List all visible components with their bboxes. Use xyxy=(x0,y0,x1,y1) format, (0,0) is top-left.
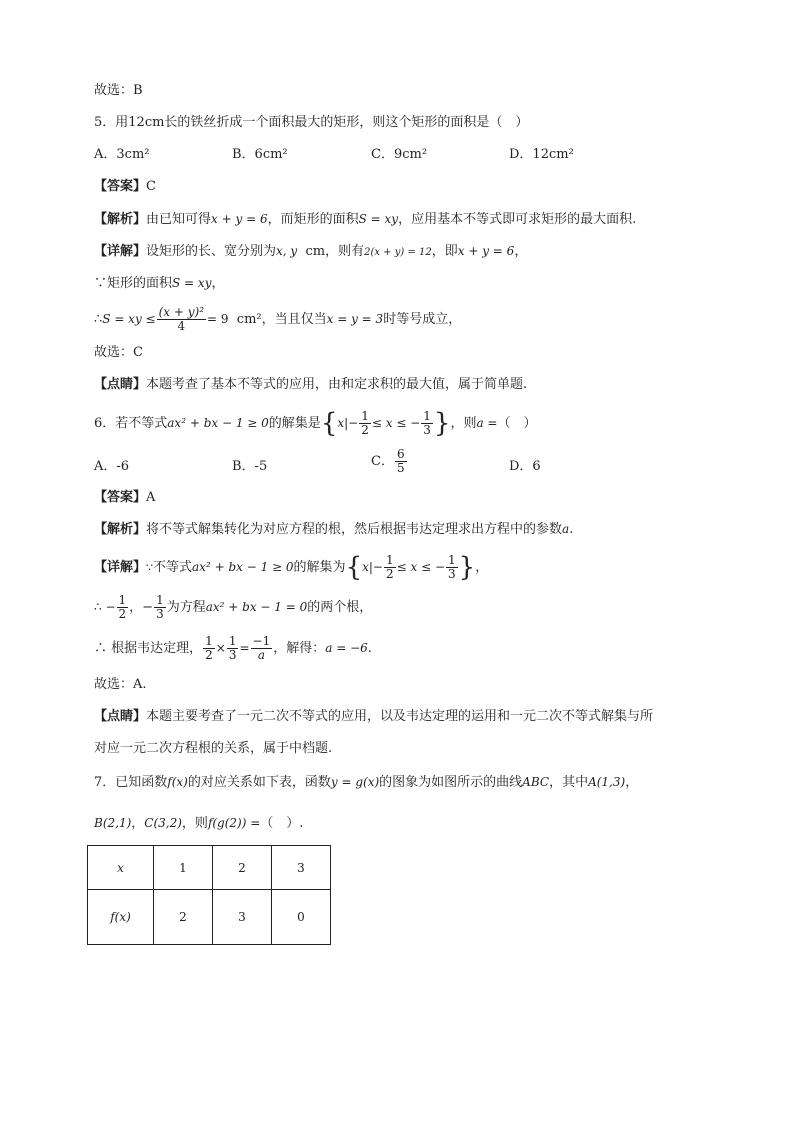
table-cell: 2 xyxy=(154,890,213,945)
fraction-num: 1 xyxy=(423,409,431,423)
q5-comment xyxy=(94,375,527,395)
brace-right-icon: } xyxy=(458,552,476,583)
q7-question-line1 xyxy=(94,772,638,793)
fraction xyxy=(251,635,273,662)
option-label: C． xyxy=(371,454,394,469)
question-text: （ ）. xyxy=(260,816,304,831)
math-expr: = 9 xyxy=(207,312,229,326)
comment-tag: 【点睛】 xyxy=(94,709,147,724)
math-expr: x|− xyxy=(362,560,383,574)
question-text: ，则 xyxy=(181,816,208,831)
math-expr: ≤ x ≤ − xyxy=(396,560,445,574)
q5-detail xyxy=(94,241,527,263)
fraction-den: 4 xyxy=(177,319,186,333)
question-text: 的对应关系如下表，函数 xyxy=(187,775,331,790)
math-expr: ax² + bx − 1 = 0 xyxy=(205,600,308,614)
fraction-num: 1 xyxy=(385,553,394,567)
math-expr: x, y xyxy=(276,244,298,258)
brace-right-icon: } xyxy=(433,408,451,439)
detail-tag: 【详解】 xyxy=(94,560,147,575)
fraction xyxy=(359,410,371,437)
detail-text: ，− xyxy=(129,600,154,615)
q6-roots-line xyxy=(94,592,372,623)
math-expr: ∴ − xyxy=(94,600,116,614)
math-expr: S = xy xyxy=(358,212,399,226)
detail-text: 的两个根， xyxy=(307,600,373,615)
q6-answer xyxy=(94,488,155,508)
math-expr: A(1,3) xyxy=(588,775,626,789)
fraction xyxy=(395,448,407,475)
q7-question-line2 xyxy=(94,813,303,834)
table-row xyxy=(88,846,331,890)
math-expr: a = −6 xyxy=(325,641,368,655)
detail-text: 设矩形的长、宽分别为 xyxy=(146,244,277,259)
table-header-cell: f(x) xyxy=(88,890,154,945)
q5-therefore-line xyxy=(94,305,461,334)
math-expr: f(x) xyxy=(167,775,188,789)
math-expr: ax² + bx − 1 ≥ 0 xyxy=(192,560,294,574)
question-text: 7．已知函数 xyxy=(94,775,168,790)
question-text: 的解集是 xyxy=(268,416,321,431)
q6-comment xyxy=(94,707,653,727)
analysis-tag: 【解析】 xyxy=(94,522,147,537)
analysis-text: . xyxy=(569,522,574,537)
q6-comment-line2: 对应一元二次方程根的关系，属于中档题. xyxy=(94,741,333,756)
fraction-den: 2 xyxy=(361,423,369,437)
fraction-num: 1 xyxy=(361,409,369,423)
math-expr: ax² + bx − 1 ≥ 0 xyxy=(167,416,269,430)
function-table xyxy=(87,845,331,945)
q5-analysis xyxy=(94,209,636,230)
comment-text: 本题主要考查了一元二次不等式的应用，以及韦达定理的运用和一元二次不等式解集与所 xyxy=(146,709,654,724)
brace-left-icon: { xyxy=(320,408,338,439)
fraction xyxy=(446,554,458,581)
fraction-num: 1 xyxy=(448,553,456,567)
fraction xyxy=(117,594,129,621)
detail-text: . xyxy=(367,641,372,656)
math-expr: C(3,2) xyxy=(144,816,182,830)
analysis-tag: 【解析】 xyxy=(94,212,147,227)
question-text: 6．若不等式 xyxy=(94,416,168,431)
math-expr: ≤ x ≤ − xyxy=(371,416,421,430)
detail-text: ∵矩形的面积 xyxy=(94,276,173,291)
q6-vieta-line xyxy=(94,633,372,664)
fraction-den: 3 xyxy=(448,567,456,581)
math-expr: x + y = 6 xyxy=(457,244,515,258)
fraction-den: 3 xyxy=(156,607,164,621)
fraction xyxy=(227,635,239,662)
detail-text: ∴ xyxy=(94,312,103,327)
fraction xyxy=(157,306,206,333)
math-expr: x + y = 6 xyxy=(211,212,268,226)
math-expr: = xyxy=(239,641,250,655)
question-text: （ ） xyxy=(497,416,537,431)
table-cell: 1 xyxy=(154,846,213,890)
detail-text: ，即 xyxy=(431,244,458,259)
math-expr: S = xy ≤ xyxy=(102,312,156,326)
fraction-den: 2 xyxy=(118,607,127,621)
math-expr: B(2,1) xyxy=(94,816,132,830)
question-text: ，则 xyxy=(450,416,477,431)
fraction xyxy=(203,635,215,662)
analysis-text: 将不等式解集转化为对应方程的根，然后根据韦达定理求出方程中的参数 xyxy=(146,522,563,537)
fraction-den: 2 xyxy=(205,648,213,662)
table-cell: 3 xyxy=(213,890,272,945)
q5-option-c: C．9cm² xyxy=(371,147,428,162)
detail-text: 时等号成立， xyxy=(383,312,462,327)
math-expr: y = g(x) xyxy=(330,775,380,789)
analysis-text: ，应用基本不等式即可求矩形的最大面积. xyxy=(398,212,637,227)
fraction-num: 1 xyxy=(156,593,164,607)
detail-text: ， xyxy=(211,276,225,291)
math-expr: x|− xyxy=(337,416,359,430)
answer-tag: 【答案】 xyxy=(94,179,147,194)
math-expr: a = xyxy=(476,416,498,430)
q6-option-a: A．-6 xyxy=(94,459,130,474)
detail-text: 不等式 xyxy=(153,560,193,575)
q5-option-a: A．3cm² xyxy=(94,147,150,162)
math-expr: S = xy xyxy=(172,276,212,290)
fraction-den: 5 xyxy=(396,461,405,475)
q5-since-line xyxy=(94,273,224,294)
fraction-num: (x + y)² xyxy=(158,305,205,319)
question-text: ， xyxy=(131,816,145,831)
fraction-den: a xyxy=(257,648,265,662)
q5-question: 5．用12cm长的铁丝折成一个面积最大的矩形，则这个矩形的面积是（ ） xyxy=(94,115,529,130)
table-row xyxy=(88,890,331,945)
table-header-cell: x xyxy=(88,846,154,890)
answer-value: A xyxy=(146,490,156,505)
q6-detail xyxy=(94,552,488,583)
math-expr: × xyxy=(215,641,226,655)
math-expr: a xyxy=(562,522,570,536)
fraction-den: 2 xyxy=(385,567,394,581)
fraction xyxy=(384,554,396,581)
q5-choice: 故选：C xyxy=(94,345,143,360)
detail-text: cm²，当且仅当 xyxy=(236,312,327,327)
math-expr: ABC xyxy=(522,775,550,789)
fraction xyxy=(421,410,433,437)
table-cell: 0 xyxy=(272,890,331,945)
detail-text: cm，则有 xyxy=(305,244,365,259)
q6-option-b: B．-5 xyxy=(232,459,268,474)
table-cell: 3 xyxy=(272,846,331,890)
math-expr: 2(x + y) = 12 xyxy=(364,247,432,258)
comment-tag: 【点睛】 xyxy=(94,377,147,392)
fraction-num: 1 xyxy=(205,634,213,648)
fraction-num: −1 xyxy=(252,634,271,648)
q6-analysis xyxy=(94,519,573,540)
detail-text: ，解得： xyxy=(273,641,326,656)
q4-choice: 故选：B xyxy=(94,83,143,98)
fraction-num: 1 xyxy=(228,634,237,648)
fraction xyxy=(154,594,166,621)
fraction-num: 6 xyxy=(396,447,405,461)
fraction-den: 3 xyxy=(423,423,431,437)
question-text: 的图象为如图所示的曲线 xyxy=(379,775,523,790)
detail-text: 的解集为 xyxy=(293,560,346,575)
because-icon: ∵ xyxy=(146,561,154,574)
detail-tag: 【详解】 xyxy=(94,244,147,259)
q5-option-b: B．6cm² xyxy=(232,147,288,162)
q6-choice: 故选：A. xyxy=(94,677,147,692)
q6-option-c xyxy=(371,447,408,477)
q5-option-d: D．12cm² xyxy=(509,147,574,162)
detail-text: ， xyxy=(514,244,528,259)
fraction-den: 3 xyxy=(228,648,237,662)
analysis-text: 由已知可得 xyxy=(146,212,212,227)
brace-left-icon: { xyxy=(345,552,363,583)
math-expr: x = y = 3 xyxy=(326,312,384,326)
q5-answer xyxy=(94,177,156,197)
q6-question xyxy=(94,408,537,439)
question-text: ，其中 xyxy=(549,775,589,790)
comment-text: 本题考查了基本不等式的应用，由和定求积的最大值，属于简单题. xyxy=(146,377,528,392)
math-expr: f(g(2)) = xyxy=(207,816,261,830)
fraction-num: 1 xyxy=(118,593,127,607)
detail-text: ， xyxy=(475,560,489,575)
question-text: ， xyxy=(625,775,639,790)
answer-tag: 【答案】 xyxy=(94,490,147,505)
analysis-text: ，而矩形的面积 xyxy=(267,212,359,227)
answer-value: C xyxy=(146,179,156,194)
detail-text: 为方程 xyxy=(166,600,206,615)
table-cell: 2 xyxy=(213,846,272,890)
detail-text: ∴ 根据韦达定理， xyxy=(94,641,203,656)
q6-option-d: D．6 xyxy=(509,459,541,474)
